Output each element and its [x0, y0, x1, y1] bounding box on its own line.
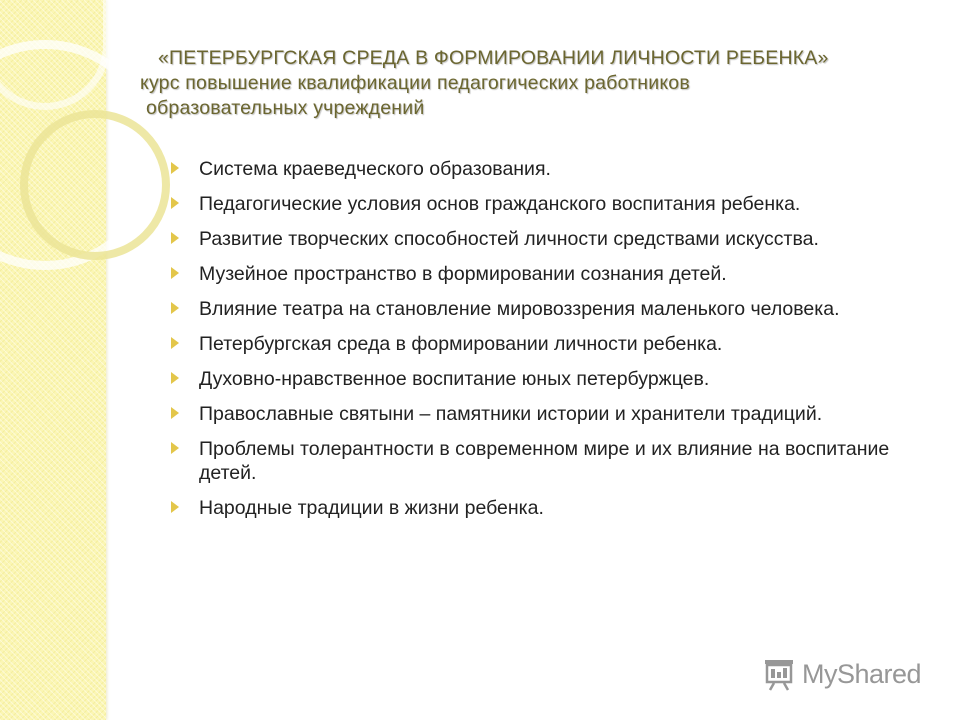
- triangle-right-icon: [171, 302, 179, 314]
- list-item-text: Развитие творческих способностей личности средствами искусства.: [199, 228, 819, 250]
- bullet-list: [166, 157, 906, 531]
- presentation-board-icon: [762, 656, 796, 692]
- list-item-text: Петербургская среда в формировании личности ребенка.: [199, 333, 723, 355]
- list-item-text: Педагогические условия основ гражданского воспитания ребенка.: [199, 193, 801, 215]
- list-item-text: Народные традиции в жизни ребенка.: [199, 497, 544, 519]
- list-item: [166, 157, 906, 181]
- list-item: [166, 227, 906, 251]
- list-item: [166, 496, 906, 520]
- triangle-right-icon: [171, 407, 179, 419]
- list-item: [166, 402, 906, 426]
- decorative-ring-inner: [20, 110, 170, 260]
- decorative-left-band: [0, 0, 106, 720]
- list-item: [166, 437, 906, 485]
- list-item: [166, 332, 906, 356]
- triangle-right-icon: [171, 442, 179, 454]
- list-item-text: Проблемы толерантности в современном мире и их влияние на воспитание детей.: [199, 438, 890, 484]
- list-item: [166, 262, 906, 286]
- title-line-3: образовательных учреждений: [146, 97, 425, 119]
- watermark-text: MyShared: [802, 659, 922, 689]
- list-item: [166, 192, 906, 216]
- triangle-right-icon: [171, 267, 179, 279]
- triangle-right-icon: [171, 162, 179, 174]
- triangle-right-icon: [171, 337, 179, 349]
- triangle-right-icon: [171, 501, 179, 513]
- list-item-text: Система краеведческого образования.: [199, 158, 551, 180]
- list-item-text: Влияние театра на становление мировоззрения маленького человека.: [199, 298, 840, 320]
- list-item: [166, 297, 906, 321]
- triangle-right-icon: [171, 197, 179, 209]
- triangle-right-icon: [171, 232, 179, 244]
- watermark-logo: [762, 652, 932, 696]
- list-item-text: Духовно-нравственное воспитание юных петербуржцев.: [199, 368, 710, 390]
- list-item: [166, 367, 906, 391]
- title-line-2: курс повышение квалификации педагогических работников: [140, 72, 690, 94]
- list-item-text: Музейное пространство в формировании сознания детей.: [199, 263, 727, 285]
- title-line-1: «ПЕТЕРБУРГСКАЯ СРЕДА В ФОРМИРОВАНИИ ЛИЧНОСТИ РЕБЕНКА»: [158, 47, 829, 69]
- slide-title: [140, 46, 920, 121]
- triangle-right-icon: [171, 372, 179, 384]
- list-item-text: Православные святыни – памятники истории и хранители традиций.: [199, 403, 823, 425]
